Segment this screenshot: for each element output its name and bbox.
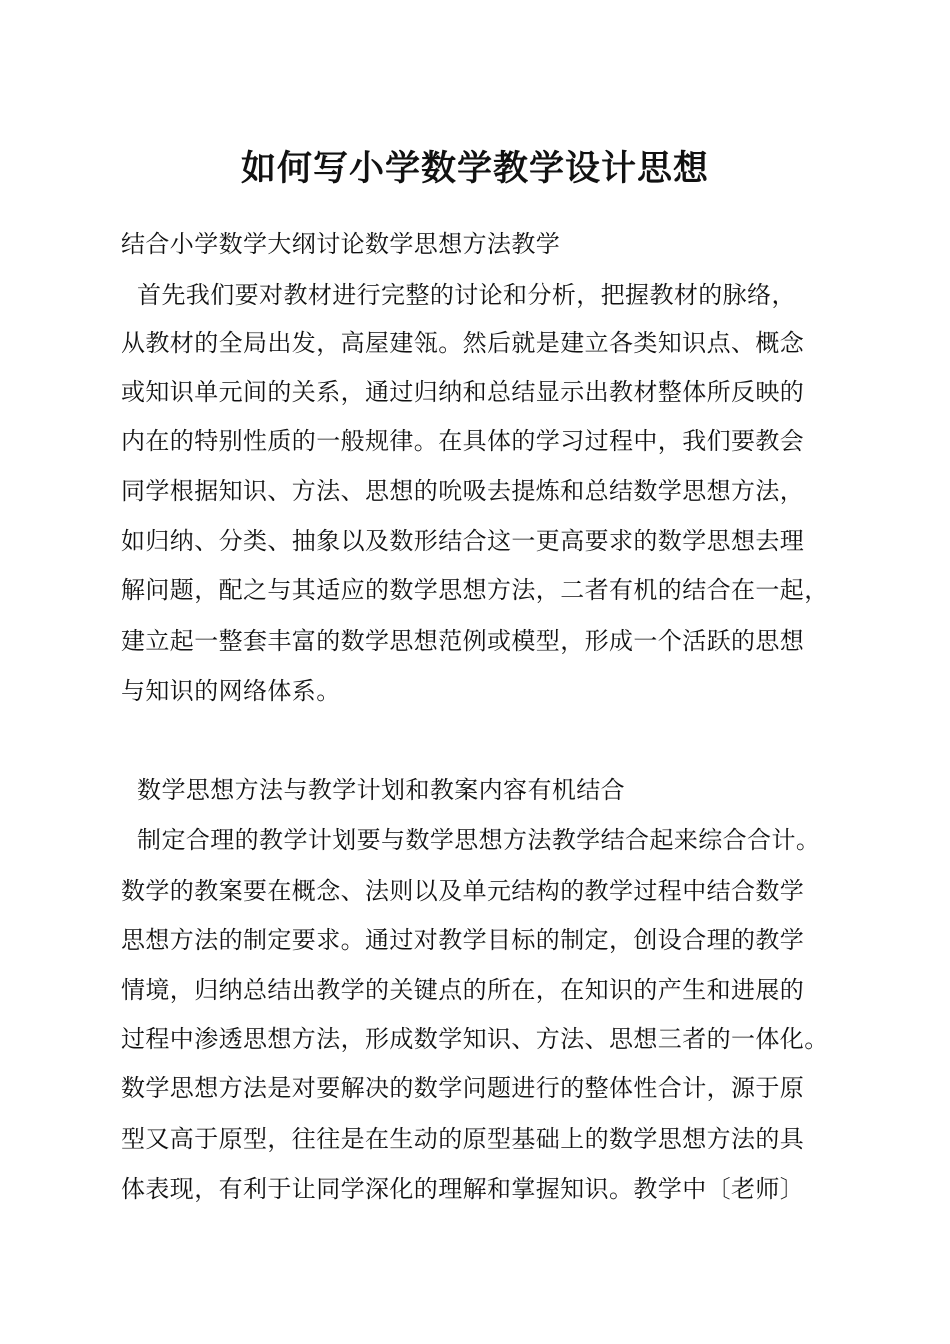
paragraph-line: 从教材的全局出发，高屋建瓴。然后就是建立各类知识点、概念 [121, 329, 805, 357]
section-heading-2: 数学思想方法与教学计划和教案内容有机结合 [121, 776, 626, 804]
paragraph-line: 内在的特别性质的一般规律。在具体的学习过程中，我们要教会 [121, 427, 805, 455]
paragraph-line: 情境，归纳总结出教学的关键点的所在，在知识的产生和进展的 [121, 976, 805, 1004]
paragraph-line: 同学根据知识、方法、思想的吮吸去提炼和总结数学思想方法， [121, 477, 805, 505]
paragraph-line: 或知识单元间的关系，通过归纳和总结显示出教材整体所反映的 [121, 378, 805, 406]
paragraph-line: 思想方法的制定要求。通过对教学目标的制定，创设合理的教学 [121, 926, 805, 954]
paragraph-line: 如归纳、分类、抽象以及数形结合这一更高要求的数学思想去理 [121, 527, 805, 555]
paragraph-line: 首先我们要对教材进行完整的讨论和分析，把握教材的脉络， [121, 281, 796, 309]
paragraph-line: 制定合理的教学计划要与数学思想方法教学结合起来综合合计。 [121, 826, 821, 854]
paragraph-line: 数学思想方法是对要解决的数学问题进行的整体性合计，源于原 [121, 1074, 805, 1102]
document-title: 如何写小学数学教学设计思想 [240, 148, 709, 189]
paragraph-line: 解问题，配之与其适应的数学思想方法，二者有机的结合在一起， [121, 576, 829, 604]
paragraph-line: 数学的教案要在概念、法则以及单元结构的教学过程中结合数学 [121, 877, 805, 905]
paragraph-line: 建立起一整套丰富的数学思想范例或模型，形成一个活跃的思想 [121, 627, 805, 655]
paragraph-line: 过程中渗透思想方法，形成数学知识、方法、思想三者的一体化。 [121, 1025, 829, 1053]
paragraph-line: 与知识的网络体系。 [121, 677, 341, 705]
section-heading-1: 结合小学数学大纲讨论数学思想方法教学 [121, 230, 561, 258]
paragraph-line: 体表现，有利于让同学深化的理解和掌握知识。教学中〔老师〕 [121, 1175, 805, 1203]
paragraph-line: 型又高于原型，往往是在生动的原型基础上的数学思想方法的具 [121, 1125, 805, 1153]
